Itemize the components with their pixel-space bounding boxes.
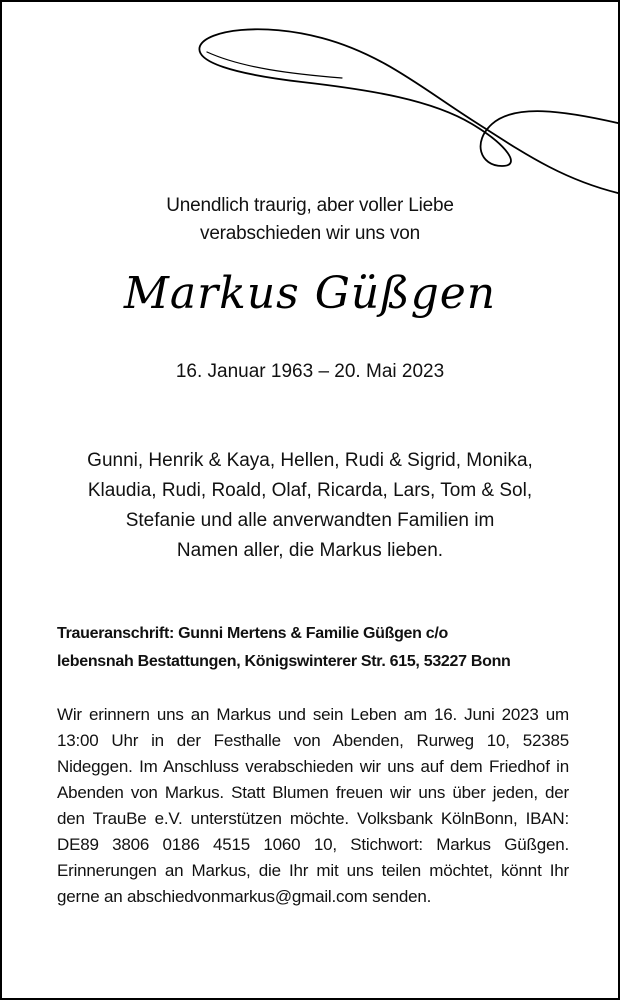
- mourners-line: Stefanie und alle anverwandten Familien im: [125, 510, 495, 531]
- memorial-details-paragraph: Wir erinnern uns an Markus und sein Leben am 16. Juni 2023 um 13:00 Uhr in der Festhalle von Abenden, Rurweg 10, 52385 Nideggen. Im Anschluss verabschieden wir uns auf dem Friedhof in Abenden von Markus. Statt Blumen freuen wir uns über jeden, der den TrauBe e.V. unterstützen möchte. Volksbank KölnBonn, IBAN: DE89 3806 0186 4515 1060 10, Stichwort: Markus Güßgen. Erinnerungen an Markus, die Ihr mit uns teilen möchtet, könnt Ihr gerne an abschiedvonmarkus@gmail.com senden.: [57, 705, 569, 906]
- mourners-list: [2, 446, 618, 566]
- address-line-2: lebensnah Bestattungen, Königswinterer Str. 615, 53227 Bonn: [57, 653, 511, 670]
- mourners-line: Klaudia, Rudi, Roald, Olaf, Ricarda, Lars, Tom & Sol,: [87, 480, 533, 501]
- decorative-swirl-ornament: [2, 2, 620, 202]
- address-line-1: Traueranschrift: Gunni Mertens & Familie Güßgen c/o: [57, 625, 448, 642]
- intro-line-2: verabschieden wir uns von: [200, 223, 420, 244]
- life-dates: 16. Januar 1963 – 20. Mai 2023: [175, 361, 445, 382]
- mourning-address: [57, 620, 577, 676]
- mourners-line: Gunni, Henrik & Kaya, Hellen, Rudi & Sigrid, Monika,: [87, 450, 533, 471]
- deceased-name: Markus Güßgen: [123, 268, 497, 319]
- intro-line-1: Unendlich traurig, aber voller Liebe: [166, 195, 454, 216]
- mourners-line: Namen aller, die Markus lieben.: [176, 540, 444, 561]
